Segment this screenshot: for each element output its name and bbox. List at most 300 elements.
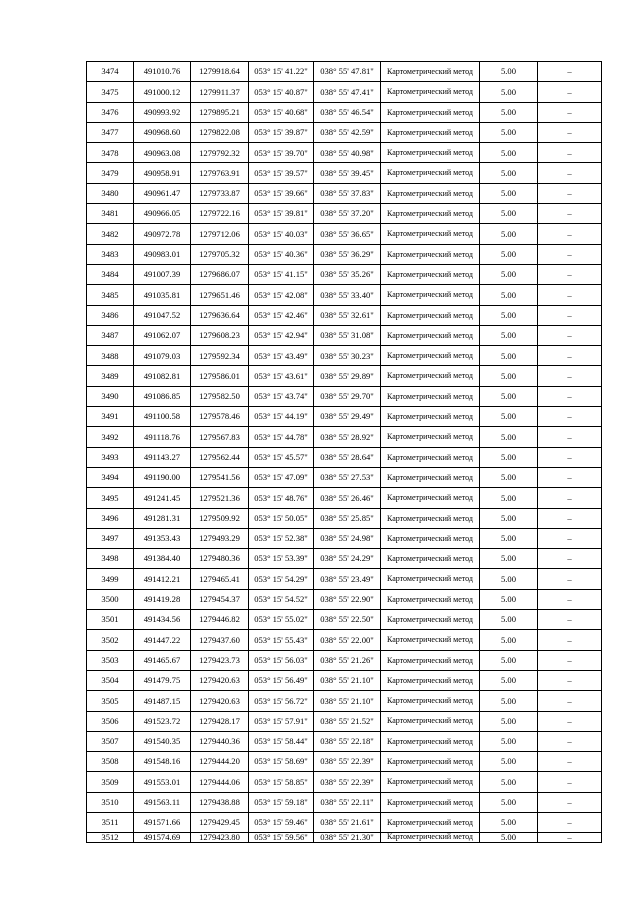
y-coordinate-cell: 1279429.45 bbox=[191, 812, 249, 832]
longitude-cell: 038° 55' 37.83" bbox=[314, 183, 381, 203]
y-coordinate-cell: 1279578.46 bbox=[191, 407, 249, 427]
x-coordinate-cell: 490972.78 bbox=[134, 224, 191, 244]
longitude-cell: 038° 55' 31.08" bbox=[314, 325, 381, 345]
longitude-cell: 038° 55' 26.46" bbox=[314, 488, 381, 508]
latitude-cell: 053° 15' 42.94" bbox=[249, 325, 314, 345]
accuracy-cell: 5.00 bbox=[480, 691, 538, 711]
method-cell: Картометрический метод bbox=[381, 610, 480, 630]
table-row bbox=[87, 467, 602, 487]
description-cell: – bbox=[538, 407, 602, 427]
latitude-cell: 053° 15' 43.49" bbox=[249, 346, 314, 366]
point-number-cell: 3491 bbox=[87, 407, 134, 427]
x-coordinate-cell: 491384.40 bbox=[134, 549, 191, 569]
x-coordinate-cell: 491281.31 bbox=[134, 508, 191, 528]
table-row bbox=[87, 62, 602, 82]
longitude-cell: 038° 55' 21.52" bbox=[314, 711, 381, 731]
description-cell: – bbox=[538, 102, 602, 122]
point-number-cell: 3508 bbox=[87, 752, 134, 772]
table-row bbox=[87, 386, 602, 406]
table-row bbox=[87, 264, 602, 284]
method-cell: Картометрический метод bbox=[381, 630, 480, 650]
latitude-cell: 053° 15' 56.72" bbox=[249, 691, 314, 711]
table-row bbox=[87, 102, 602, 122]
latitude-cell: 053° 15' 39.87" bbox=[249, 122, 314, 142]
description-cell: – bbox=[538, 772, 602, 792]
y-coordinate-cell: 1279521.36 bbox=[191, 488, 249, 508]
accuracy-cell: 5.00 bbox=[480, 528, 538, 548]
point-number-cell: 3480 bbox=[87, 183, 134, 203]
latitude-cell: 053° 15' 41.15" bbox=[249, 264, 314, 284]
y-coordinate-cell: 1279509.92 bbox=[191, 508, 249, 528]
accuracy-cell: 5.00 bbox=[480, 305, 538, 325]
y-coordinate-cell: 1279440.36 bbox=[191, 731, 249, 751]
method-cell: Картометрический метод bbox=[381, 772, 480, 792]
method-cell: Картометрический метод bbox=[381, 82, 480, 102]
point-number-cell: 3482 bbox=[87, 224, 134, 244]
description-cell: – bbox=[538, 711, 602, 731]
longitude-cell: 038° 55' 28.92" bbox=[314, 427, 381, 447]
table-row bbox=[87, 244, 602, 264]
description-cell: – bbox=[538, 610, 602, 630]
table-row bbox=[87, 204, 602, 224]
y-coordinate-cell: 1279444.06 bbox=[191, 772, 249, 792]
latitude-cell: 053° 15' 39.57" bbox=[249, 163, 314, 183]
latitude-cell: 053° 15' 40.68" bbox=[249, 102, 314, 122]
table-row bbox=[87, 650, 602, 670]
x-coordinate-cell: 491447.22 bbox=[134, 630, 191, 650]
description-cell: – bbox=[538, 427, 602, 447]
accuracy-cell: 5.00 bbox=[480, 833, 538, 843]
y-coordinate-cell: 1279822.08 bbox=[191, 122, 249, 142]
x-coordinate-cell: 491082.81 bbox=[134, 366, 191, 386]
point-number-cell: 3475 bbox=[87, 82, 134, 102]
description-cell: – bbox=[538, 204, 602, 224]
method-cell: Картометрический метод bbox=[381, 508, 480, 528]
method-cell: Картометрический метод bbox=[381, 569, 480, 589]
description-cell: – bbox=[538, 264, 602, 284]
latitude-cell: 053° 15' 40.36" bbox=[249, 244, 314, 264]
point-number-cell: 3489 bbox=[87, 366, 134, 386]
y-coordinate-cell: 1279438.88 bbox=[191, 792, 249, 812]
longitude-cell: 038° 55' 29.89" bbox=[314, 366, 381, 386]
accuracy-cell: 5.00 bbox=[480, 670, 538, 690]
y-coordinate-cell: 1279541.56 bbox=[191, 467, 249, 487]
accuracy-cell: 5.00 bbox=[480, 752, 538, 772]
latitude-cell: 053° 15' 44.78" bbox=[249, 427, 314, 447]
y-coordinate-cell: 1279686.07 bbox=[191, 264, 249, 284]
y-coordinate-cell: 1279437.60 bbox=[191, 630, 249, 650]
method-cell: Картометрический метод bbox=[381, 346, 480, 366]
longitude-cell: 038° 55' 39.45" bbox=[314, 163, 381, 183]
y-coordinate-cell: 1279423.80 bbox=[191, 833, 249, 843]
point-number-cell: 3497 bbox=[87, 528, 134, 548]
accuracy-cell: 5.00 bbox=[480, 102, 538, 122]
latitude-cell: 053° 15' 58.44" bbox=[249, 731, 314, 751]
longitude-cell: 038° 55' 36.29" bbox=[314, 244, 381, 264]
latitude-cell: 053° 15' 58.85" bbox=[249, 772, 314, 792]
description-cell: – bbox=[538, 630, 602, 650]
point-number-cell: 3477 bbox=[87, 122, 134, 142]
y-coordinate-cell: 1279465.41 bbox=[191, 569, 249, 589]
x-coordinate-cell: 490963.08 bbox=[134, 143, 191, 163]
table-row bbox=[87, 772, 602, 792]
latitude-cell: 053° 15' 43.61" bbox=[249, 366, 314, 386]
description-cell: – bbox=[538, 325, 602, 345]
longitude-cell: 038° 55' 22.39" bbox=[314, 752, 381, 772]
method-cell: Картометрический метод bbox=[381, 650, 480, 670]
longitude-cell: 038° 55' 22.00" bbox=[314, 630, 381, 650]
y-coordinate-cell: 1279567.83 bbox=[191, 427, 249, 447]
accuracy-cell: 5.00 bbox=[480, 467, 538, 487]
longitude-cell: 038° 55' 28.64" bbox=[314, 447, 381, 467]
longitude-cell: 038° 55' 24.98" bbox=[314, 528, 381, 548]
x-coordinate-cell: 491079.03 bbox=[134, 346, 191, 366]
table-row bbox=[87, 812, 602, 832]
accuracy-cell: 5.00 bbox=[480, 285, 538, 305]
method-cell: Картометрический метод bbox=[381, 305, 480, 325]
accuracy-cell: 5.00 bbox=[480, 346, 538, 366]
table-row bbox=[87, 427, 602, 447]
longitude-cell: 038° 55' 21.10" bbox=[314, 691, 381, 711]
point-number-cell: 3495 bbox=[87, 488, 134, 508]
accuracy-cell: 5.00 bbox=[480, 122, 538, 142]
accuracy-cell: 5.00 bbox=[480, 427, 538, 447]
point-number-cell: 3488 bbox=[87, 346, 134, 366]
point-number-cell: 3506 bbox=[87, 711, 134, 731]
table-row bbox=[87, 528, 602, 548]
latitude-cell: 053° 15' 53.39" bbox=[249, 549, 314, 569]
x-coordinate-cell: 491487.15 bbox=[134, 691, 191, 711]
table-row bbox=[87, 407, 602, 427]
table-row bbox=[87, 305, 602, 325]
longitude-cell: 038° 55' 30.23" bbox=[314, 346, 381, 366]
description-cell: – bbox=[538, 569, 602, 589]
point-number-cell: 3503 bbox=[87, 650, 134, 670]
table-row bbox=[87, 569, 602, 589]
longitude-cell: 038° 55' 29.70" bbox=[314, 386, 381, 406]
longitude-cell: 038° 55' 25.85" bbox=[314, 508, 381, 528]
x-coordinate-cell: 491419.28 bbox=[134, 589, 191, 609]
table-row bbox=[87, 731, 602, 751]
point-number-cell: 3485 bbox=[87, 285, 134, 305]
y-coordinate-cell: 1279722.16 bbox=[191, 204, 249, 224]
description-cell: – bbox=[538, 691, 602, 711]
longitude-cell: 038° 55' 42.59" bbox=[314, 122, 381, 142]
description-cell: – bbox=[538, 549, 602, 569]
description-cell: – bbox=[538, 163, 602, 183]
x-coordinate-cell: 491523.72 bbox=[134, 711, 191, 731]
x-coordinate-cell: 491540.35 bbox=[134, 731, 191, 751]
point-number-cell: 3478 bbox=[87, 143, 134, 163]
latitude-cell: 053° 15' 40.03" bbox=[249, 224, 314, 244]
y-coordinate-cell: 1279586.01 bbox=[191, 366, 249, 386]
table-row bbox=[87, 691, 602, 711]
method-cell: Картометрический метод bbox=[381, 812, 480, 832]
x-coordinate-cell: 491007.39 bbox=[134, 264, 191, 284]
method-cell: Картометрический метод bbox=[381, 731, 480, 751]
description-cell: – bbox=[538, 792, 602, 812]
longitude-cell: 038° 55' 35.26" bbox=[314, 264, 381, 284]
x-coordinate-cell: 490983.01 bbox=[134, 244, 191, 264]
latitude-cell: 053° 15' 47.09" bbox=[249, 467, 314, 487]
point-number-cell: 3511 bbox=[87, 812, 134, 832]
latitude-cell: 053° 15' 39.66" bbox=[249, 183, 314, 203]
x-coordinate-cell: 491412.21 bbox=[134, 569, 191, 589]
table-row bbox=[87, 163, 602, 183]
longitude-cell: 038° 55' 24.29" bbox=[314, 549, 381, 569]
x-coordinate-cell: 490968.60 bbox=[134, 122, 191, 142]
point-number-cell: 3502 bbox=[87, 630, 134, 650]
latitude-cell: 053° 15' 59.18" bbox=[249, 792, 314, 812]
method-cell: Картометрический метод bbox=[381, 204, 480, 224]
method-cell: Картометрический метод bbox=[381, 792, 480, 812]
latitude-cell: 053° 15' 56.49" bbox=[249, 670, 314, 690]
description-cell: – bbox=[538, 812, 602, 832]
longitude-cell: 038° 55' 27.53" bbox=[314, 467, 381, 487]
x-coordinate-cell: 491190.00 bbox=[134, 467, 191, 487]
point-number-cell: 3505 bbox=[87, 691, 134, 711]
y-coordinate-cell: 1279712.06 bbox=[191, 224, 249, 244]
longitude-cell: 038° 55' 22.11" bbox=[314, 792, 381, 812]
y-coordinate-cell: 1279636.64 bbox=[191, 305, 249, 325]
point-number-cell: 3484 bbox=[87, 264, 134, 284]
x-coordinate-cell: 490966.05 bbox=[134, 204, 191, 224]
longitude-cell: 038° 55' 22.90" bbox=[314, 589, 381, 609]
longitude-cell: 038° 55' 40.98" bbox=[314, 143, 381, 163]
x-coordinate-cell: 491563.11 bbox=[134, 792, 191, 812]
table-row bbox=[87, 589, 602, 609]
point-number-cell: 3501 bbox=[87, 610, 134, 630]
description-cell: – bbox=[538, 731, 602, 751]
x-coordinate-cell: 491353.43 bbox=[134, 528, 191, 548]
y-coordinate-cell: 1279705.32 bbox=[191, 244, 249, 264]
accuracy-cell: 5.00 bbox=[480, 325, 538, 345]
table-row bbox=[87, 183, 602, 203]
longitude-cell: 038° 55' 29.49" bbox=[314, 407, 381, 427]
latitude-cell: 053° 15' 52.38" bbox=[249, 528, 314, 548]
latitude-cell: 053° 15' 48.76" bbox=[249, 488, 314, 508]
x-coordinate-cell: 491553.01 bbox=[134, 772, 191, 792]
latitude-cell: 053° 15' 56.03" bbox=[249, 650, 314, 670]
table-row bbox=[87, 122, 602, 142]
method-cell: Картометрический метод bbox=[381, 143, 480, 163]
x-coordinate-cell: 491062.07 bbox=[134, 325, 191, 345]
method-cell: Картометрический метод bbox=[381, 102, 480, 122]
y-coordinate-cell: 1279592.34 bbox=[191, 346, 249, 366]
longitude-cell: 038° 55' 46.54" bbox=[314, 102, 381, 122]
y-coordinate-cell: 1279895.21 bbox=[191, 102, 249, 122]
table-row bbox=[87, 488, 602, 508]
longitude-cell: 038° 55' 37.20" bbox=[314, 204, 381, 224]
point-number-cell: 3476 bbox=[87, 102, 134, 122]
point-number-cell: 3512 bbox=[87, 833, 134, 843]
method-cell: Картометрический метод bbox=[381, 183, 480, 203]
accuracy-cell: 5.00 bbox=[480, 62, 538, 82]
point-number-cell: 3500 bbox=[87, 589, 134, 609]
latitude-cell: 053° 15' 41.22" bbox=[249, 62, 314, 82]
method-cell: Картометрический метод bbox=[381, 122, 480, 142]
method-cell: Картометрический метод bbox=[381, 549, 480, 569]
y-coordinate-cell: 1279420.63 bbox=[191, 691, 249, 711]
x-coordinate-cell: 491479.75 bbox=[134, 670, 191, 690]
description-cell: – bbox=[538, 467, 602, 487]
table-row bbox=[87, 224, 602, 244]
method-cell: Картометрический метод bbox=[381, 244, 480, 264]
point-number-cell: 3496 bbox=[87, 508, 134, 528]
accuracy-cell: 5.00 bbox=[480, 711, 538, 731]
y-coordinate-cell: 1279444.20 bbox=[191, 752, 249, 772]
y-coordinate-cell: 1279911.37 bbox=[191, 82, 249, 102]
latitude-cell: 053° 15' 42.46" bbox=[249, 305, 314, 325]
latitude-cell: 053° 15' 40.87" bbox=[249, 82, 314, 102]
method-cell: Картометрический метод bbox=[381, 366, 480, 386]
description-cell: – bbox=[538, 62, 602, 82]
latitude-cell: 053° 15' 44.19" bbox=[249, 407, 314, 427]
table-row bbox=[87, 346, 602, 366]
point-number-cell: 3487 bbox=[87, 325, 134, 345]
latitude-cell: 053° 15' 57.91" bbox=[249, 711, 314, 731]
accuracy-cell: 5.00 bbox=[480, 407, 538, 427]
accuracy-cell: 5.00 bbox=[480, 731, 538, 751]
latitude-cell: 053° 15' 59.56" bbox=[249, 833, 314, 843]
description-cell: – bbox=[538, 285, 602, 305]
table-row bbox=[87, 325, 602, 345]
accuracy-cell: 5.00 bbox=[480, 569, 538, 589]
accuracy-cell: 5.00 bbox=[480, 224, 538, 244]
x-coordinate-cell: 490961.47 bbox=[134, 183, 191, 203]
table-row bbox=[87, 670, 602, 690]
latitude-cell: 053° 15' 55.02" bbox=[249, 610, 314, 630]
table-row bbox=[87, 610, 602, 630]
latitude-cell: 053° 15' 59.46" bbox=[249, 812, 314, 832]
point-number-cell: 3479 bbox=[87, 163, 134, 183]
longitude-cell: 038° 55' 22.50" bbox=[314, 610, 381, 630]
latitude-cell: 053° 15' 54.52" bbox=[249, 589, 314, 609]
latitude-cell: 053° 15' 39.70" bbox=[249, 143, 314, 163]
x-coordinate-cell: 491434.56 bbox=[134, 610, 191, 630]
point-number-cell: 3510 bbox=[87, 792, 134, 812]
longitude-cell: 038° 55' 21.26" bbox=[314, 650, 381, 670]
latitude-cell: 053° 15' 39.81" bbox=[249, 204, 314, 224]
table-row bbox=[87, 82, 602, 102]
description-cell: – bbox=[538, 670, 602, 690]
y-coordinate-cell: 1279608.23 bbox=[191, 325, 249, 345]
y-coordinate-cell: 1279480.36 bbox=[191, 549, 249, 569]
method-cell: Картометрический метод bbox=[381, 691, 480, 711]
method-cell: Картометрический метод bbox=[381, 711, 480, 731]
point-number-cell: 3494 bbox=[87, 467, 134, 487]
longitude-cell: 038° 55' 47.41" bbox=[314, 82, 381, 102]
accuracy-cell: 5.00 bbox=[480, 772, 538, 792]
method-cell: Картометрический метод bbox=[381, 264, 480, 284]
method-cell: Картометрический метод bbox=[381, 427, 480, 447]
y-coordinate-cell: 1279446.82 bbox=[191, 610, 249, 630]
method-cell: Картометрический метод bbox=[381, 224, 480, 244]
method-cell: Картометрический метод bbox=[381, 163, 480, 183]
accuracy-cell: 5.00 bbox=[480, 549, 538, 569]
y-coordinate-cell: 1279763.91 bbox=[191, 163, 249, 183]
longitude-cell: 038° 55' 21.30" bbox=[314, 833, 381, 843]
latitude-cell: 053° 15' 55.43" bbox=[249, 630, 314, 650]
x-coordinate-cell: 491574.69 bbox=[134, 833, 191, 843]
x-coordinate-cell: 491571.66 bbox=[134, 812, 191, 832]
description-cell: – bbox=[538, 589, 602, 609]
method-cell: Картометрический метод bbox=[381, 447, 480, 467]
latitude-cell: 053° 15' 42.08" bbox=[249, 285, 314, 305]
description-cell: – bbox=[538, 183, 602, 203]
table-row bbox=[87, 711, 602, 731]
x-coordinate-cell: 491143.27 bbox=[134, 447, 191, 467]
y-coordinate-cell: 1279918.64 bbox=[191, 62, 249, 82]
longitude-cell: 038° 55' 33.40" bbox=[314, 285, 381, 305]
description-cell: – bbox=[538, 447, 602, 467]
method-cell: Картометрический метод bbox=[381, 670, 480, 690]
longitude-cell: 038° 55' 23.49" bbox=[314, 569, 381, 589]
y-coordinate-cell: 1279651.46 bbox=[191, 285, 249, 305]
longitude-cell: 038° 55' 21.10" bbox=[314, 670, 381, 690]
y-coordinate-cell: 1279454.37 bbox=[191, 589, 249, 609]
x-coordinate-cell: 491086.85 bbox=[134, 386, 191, 406]
description-cell: – bbox=[538, 346, 602, 366]
y-coordinate-cell: 1279792.32 bbox=[191, 143, 249, 163]
longitude-cell: 038° 55' 22.18" bbox=[314, 731, 381, 751]
x-coordinate-cell: 491047.52 bbox=[134, 305, 191, 325]
table-row bbox=[87, 366, 602, 386]
accuracy-cell: 5.00 bbox=[480, 366, 538, 386]
description-cell: – bbox=[538, 386, 602, 406]
description-cell: – bbox=[538, 305, 602, 325]
x-coordinate-cell: 491000.12 bbox=[134, 82, 191, 102]
accuracy-cell: 5.00 bbox=[480, 183, 538, 203]
method-cell: Картометрический метод bbox=[381, 386, 480, 406]
latitude-cell: 053° 15' 50.05" bbox=[249, 508, 314, 528]
method-cell: Картометрический метод bbox=[381, 488, 480, 508]
table-row bbox=[87, 630, 602, 650]
accuracy-cell: 5.00 bbox=[480, 610, 538, 630]
accuracy-cell: 5.00 bbox=[480, 204, 538, 224]
accuracy-cell: 5.00 bbox=[480, 650, 538, 670]
description-cell: – bbox=[538, 508, 602, 528]
accuracy-cell: 5.00 bbox=[480, 812, 538, 832]
description-cell: – bbox=[538, 122, 602, 142]
point-number-cell: 3481 bbox=[87, 204, 134, 224]
point-number-cell: 3498 bbox=[87, 549, 134, 569]
x-coordinate-cell: 491010.76 bbox=[134, 62, 191, 82]
x-coordinate-cell: 491118.76 bbox=[134, 427, 191, 447]
point-number-cell: 3499 bbox=[87, 569, 134, 589]
x-coordinate-cell: 491241.45 bbox=[134, 488, 191, 508]
point-number-cell: 3507 bbox=[87, 731, 134, 751]
accuracy-cell: 5.00 bbox=[480, 488, 538, 508]
method-cell: Картометрический метод bbox=[381, 467, 480, 487]
accuracy-cell: 5.00 bbox=[480, 244, 538, 264]
method-cell: Картометрический метод bbox=[381, 589, 480, 609]
table-row bbox=[87, 508, 602, 528]
table-row bbox=[87, 143, 602, 163]
point-number-cell: 3474 bbox=[87, 62, 134, 82]
point-number-cell: 3504 bbox=[87, 670, 134, 690]
y-coordinate-cell: 1279562.44 bbox=[191, 447, 249, 467]
x-coordinate-cell: 491035.81 bbox=[134, 285, 191, 305]
table-body bbox=[87, 62, 602, 843]
latitude-cell: 053° 15' 43.74" bbox=[249, 386, 314, 406]
x-coordinate-cell: 491465.67 bbox=[134, 650, 191, 670]
method-cell: Картометрический метод bbox=[381, 407, 480, 427]
accuracy-cell: 5.00 bbox=[480, 386, 538, 406]
accuracy-cell: 5.00 bbox=[480, 143, 538, 163]
point-number-cell: 3509 bbox=[87, 772, 134, 792]
coordinates-table bbox=[86, 61, 602, 843]
